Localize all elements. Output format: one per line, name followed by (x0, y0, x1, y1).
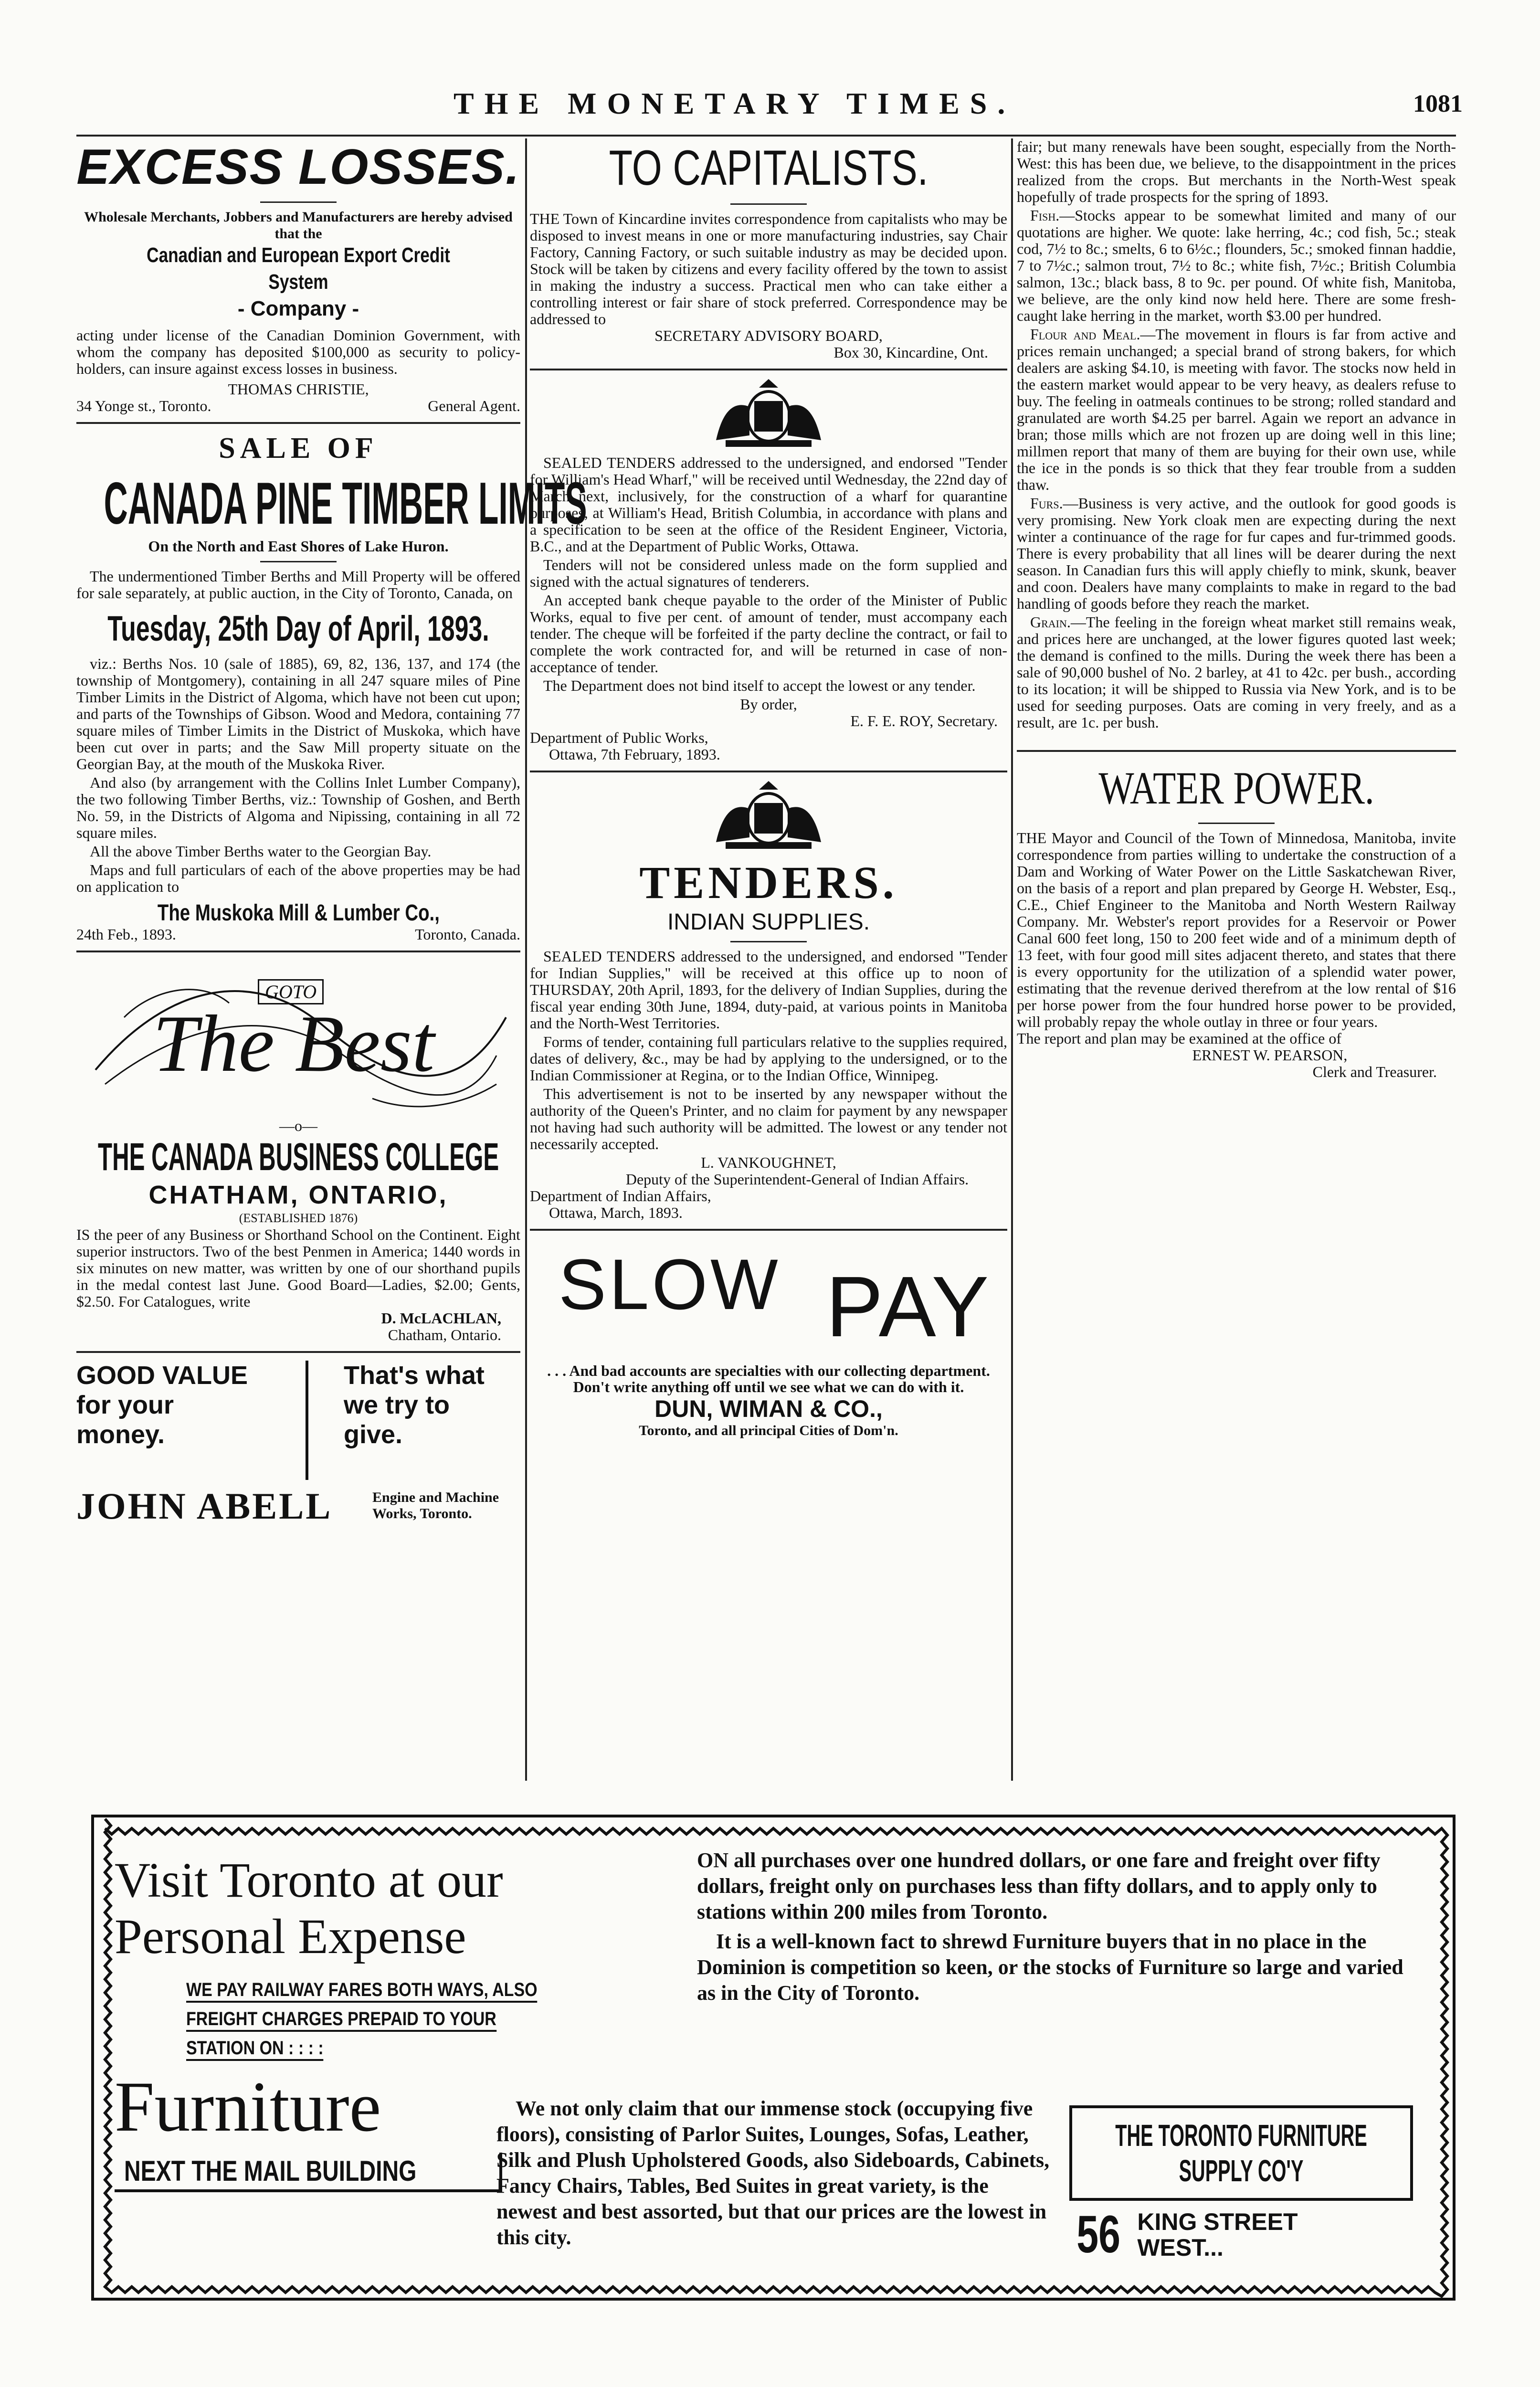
dun-ad (530, 1238, 1007, 1439)
divider (1017, 750, 1456, 752)
indian-body2: Forms of tender, containing full particulars relative to the supplies required, dates of delivery, &c., may be had by applying to the undersigned, or to the Indian Commissioner at Regina, or to the Indian Office, Winnipeg. (530, 1033, 1007, 1084)
newspaper-title: THE MONETARY TIMES. (454, 86, 1016, 120)
dun-slow: SLOW (559, 1244, 781, 1324)
excess-intro: Wholesale Merchants, Jobbers and Manufacturers are hereby advised that the (84, 209, 513, 242)
underline-1: WE PAY RAILWAY FARES BOTH WAYS, ALSO (186, 1979, 538, 2003)
excess-title: EXCESS LOSSES. (76, 139, 520, 195)
furniture-sign (1069, 2105, 1413, 2264)
short-rule (260, 201, 337, 203)
visit-line-2: Personal Expense (115, 1909, 466, 1964)
timber-sale-of: SALE OF (219, 432, 378, 465)
divider (530, 1229, 1007, 1231)
timber-p1: The undermentioned Timber Berths and Mill Property will be offered for sale separately, at public auction, in the City of Toronto, Canada, on (76, 568, 520, 602)
indian-subtitle: INDIAN SUPPLIES. (667, 909, 870, 935)
college-est: (ESTABLISHED 1876) (239, 1211, 358, 1225)
abell-ad (76, 1361, 520, 1532)
water-role: Clerk and Treasurer. (1312, 1063, 1437, 1080)
furniture-ad (86, 1809, 1461, 2306)
column-3 (1017, 138, 1456, 1785)
wharf-dept-date: Ottawa, 7th February, 1893. (549, 746, 720, 763)
sign-line-1: THE TORONTO FURNITURE (1115, 2118, 1367, 2153)
divider (76, 422, 520, 424)
excess-losses-ad (76, 138, 520, 414)
excess-name: THOMAS CHRISTIE, (228, 380, 369, 398)
timber-p2: viz.: Berths Nos. 10 (sale of 1885), 69, 82, 136, 137, and 174 (the township of Montgomery), containing in all 247 square miles of Pine Timber Limits in the District of Algoma, which have not been cut upon; and parts of the Townships of Gibson. Wood and Medora, containing 77 square miles of Timber Limits in the District of Muskoka, which have been cut over in parts; and the Saw Mill property situate on the Georgian Bay, at the mouth of the Muskoka River. (76, 655, 520, 772)
divider (76, 1351, 520, 1353)
divider (530, 771, 1007, 772)
timber-sign-row (76, 926, 520, 943)
masthead-rule (76, 135, 1456, 137)
indian-body1: SEALED TENDERS addressed to the undersigned, and endorsed "Tender for Indian Supplies," will be received at this office up to noon of THURSDAY, 20th April, 1893, for the delivery of Indian Supplies, during the fiscal year ending 30th June, 1894, duty-paid, at various points in Manitoba and the North-West Territories. (530, 948, 1007, 1032)
abell-right: That's what we try to give. (344, 1361, 485, 1449)
address-number: 56 (1076, 2205, 1121, 2264)
furniture-sign-box (1069, 2105, 1413, 2201)
capitalists-ad (530, 138, 1007, 361)
indian-dept: Department of Indian Affairs, (530, 1187, 711, 1204)
furniture-right (697, 1848, 1423, 2010)
wharf-body3: An accepted bank cheque payable to the order of the Minister of Public Works, equal to five per cent. of amount of tender, must accompany each tender. The cheque will be forfeited if the party decline the contract, or fail to complete the work contracted for, and will be returned in case of non-acceptance of tender. (530, 591, 1007, 676)
sign-line-2: SUPPLY CO'Y (1179, 2154, 1304, 2188)
furniture-address (1069, 2205, 1413, 2264)
capitalists-board: SECRETARY ADVISORY BOARD, (654, 327, 883, 344)
masthead (0, 81, 1540, 134)
college-name: D. McLACHLAN, (381, 1310, 501, 1327)
indian-body3: This advertisement is not to be inserted by any newspaper without the authority of the Queen's Printer, and no claim for payment by any newspaper not having had such authority will be admitted. The lowest or any tender not necessarily accepted. (530, 1085, 1007, 1152)
timber-p4: All the above Timber Berths water to the Georgian Bay. (90, 843, 432, 860)
furniture-p2: It is a well-known fact to shrewd Furniture buyers that in no place in the Dominion is competition so keen, or the stocks of Furniture so large and varied as in the City of Toronto. (697, 1930, 1403, 2005)
capitalists-body: THE Town of Kincardine invites correspondence from capitalists who may be disposed to invest means in one or more manufacturing industries, say Chair Factory, Canning Factory, or such suitable industry as may be decided upon. Stock will be taken by citizens and every facility offered by the town to assist in making the industry a success. Practical men who can take either a controlling interest or fair share of stock preferred. Correspondence may be addressed to (530, 210, 1007, 327)
water-body: THE Mayor and Council of the Town of Minnedosa, Manitoba, invite correspondence from parties willing to undertake the construction of a Dam and Working of Water Power on the Little Saskatchewan River, on the basis of a report and plan prepared by George H. Webster, Esq., C.E., Chief Engineer to the Manitoba and North Western Railway Company. Mr. Webster's report provides for a Reservoir or Power Canal 600 feet long, 150 to 200 feet wide and of a minimum depth of 13 feet, with four good mill sites adjacent thereto, and states that there is every opportunity for the utilization of a splendid water power, estimating that the revenue derived therefrom at the low rental of $16 per horse power from the four hundred horse power to be provided, will probably repay the whole outlay in three or four years. (1017, 829, 1456, 1030)
timber-ad (76, 432, 587, 943)
excess-company: Canadian and European Export Credit System (147, 243, 450, 294)
capitalists-box: Box 30, Kincardine, Ont. (833, 344, 988, 361)
college-logo-small: GOTO (258, 979, 324, 1004)
indian-signature-role: Deputy of the Superintendent-General of Indian Affairs. (625, 1171, 969, 1188)
timber-subtitle: On the North and East Shores of Lake Huron. (148, 538, 449, 555)
water-power-ad (1017, 760, 1456, 1080)
column-rule-1 (525, 138, 527, 1781)
column-rule-2 (1011, 138, 1013, 1781)
abell-left: GOOD VALUE for your money. (76, 1361, 248, 1449)
abell-tag: Engine and Machine Works, Toronto. (372, 1489, 499, 1521)
college-name-place: Chatham, Ontario. (388, 1326, 501, 1343)
page-number: 1081 (1413, 90, 1463, 117)
divider (76, 951, 520, 952)
flour-heading: Flour and Meal. (1030, 326, 1140, 343)
wharf-body4: The Department does not bind itself to accept the lowest or any tender. (543, 677, 976, 694)
college-sep: —o— (279, 1117, 317, 1134)
indian-signature: L. VANKOUGHNET, (701, 1154, 836, 1171)
timber-date-line: 24th Feb., 1893. (76, 926, 176, 943)
timber-p5: Maps and full particulars of each of the above properties may be had on application to (76, 861, 520, 895)
grain-text: —The feeling in the foreign wheat market still remains weak, and prices here are unchanged, at the lower figures quoted last week; the demand is confined to the mills. During the week there has been a sale of 90,000 bushel of No. 2 barley, at 41 to 42c. per bush., according to its location; it will be shipped to Russia via New York, and is to be used for seeding purposes. Oats are coming in very freely, and as a result, are 1c. per bush. (1017, 613, 1456, 731)
furniture-p3: We not only claim that our immense stock (occupying five floors), consisting of Parlor Suites, Lounges, Sofas, Leather, Silk and Plush Upholstered Goods, also Sideboards, Cabinets, Fancy Chairs, Tables, Bed Suites in great variety, is the newest and best assorted, but that our prices are the lowest in this city. (496, 2097, 1050, 2249)
furniture-p1: ON all purchases over one hundred dollars, or one fare and freight over fifty dollars, freight only on purchases less than fifty dollars, and to apply only to stations within 200 miles from Toronto. (697, 1848, 1381, 1923)
short-rule (1198, 823, 1275, 824)
water-body2: The report and plan may be examined at the office of (1017, 1030, 1342, 1047)
furniture-p3-block (496, 2096, 1050, 2250)
water-title: WATER POWER. (1098, 762, 1374, 813)
college-ad (76, 960, 520, 1343)
timber-p3: And also (by arrangement with the Collins Inlet Lumber Company), the two following Timber Berths, viz.: Township of Goshen, and Berth No. 59, in the Districts of Algoma and Nipissing, containing in all 72 square miles. (76, 774, 520, 841)
college-logo (76, 960, 520, 1118)
excess-body: acting under license of the Canadian Dominion Government, with whom the company has deposited $100,000 as security to policy-holders, can insure against excess losses in business. (76, 327, 520, 377)
college-title: THE CANADA BUSINESS COLLEGE (97, 1135, 499, 1179)
college-logo-big: The Best (153, 999, 435, 1088)
furniture-word: Furniture (115, 2067, 381, 2146)
timber-place: Toronto, Canada. (415, 926, 520, 943)
market-report (1017, 138, 1456, 731)
abell-divider (306, 1361, 308, 1480)
dun-place: Toronto, and all principal Cities of Dom'n. (639, 1423, 898, 1438)
excess-company2: - Company - (237, 297, 359, 320)
wharf-body2: Tenders will not be considered unless made on the form supplied and signed with the actual signatures of tenderers. (530, 556, 1007, 590)
underline-2: FREIGHT CHARGES PREPAID TO YOUR (186, 2008, 496, 2032)
address-west: WEST... (1137, 2234, 1224, 2261)
visit-line-1: Visit Toronto at our (115, 1853, 503, 1908)
flour-text: —The movement in flours is far from active and prices remain unchanged; a special brand of strong bakers, for which dealers are asking $4.10, is meeting with favor. The stocks now held in the eastern market would appear to be very heavy, as dealers refuse to buy. The feeling in oatmeals continues to be strong; rolled standard and granulated are worth $4.25 per barrel. Again we report an advance in bran; those mills which are not frozen up are doing well in this line; millmen report that many of them are buying for their own use, while the ice in the ponds is so thick that they fear trouble from a sudden thaw. (1017, 326, 1456, 493)
divider (530, 369, 1007, 370)
college-place: CHATHAM, ONTARIO, (148, 1181, 448, 1209)
fish-text: —Stocks appear to be somewhat limited and many of our quotations are higher. We quote: lake herring, 4c.; cod fish, 5c.; steak cod, 7½ to 8c.; smelts, 6 to 6½c.; flounders, 5c.; smoked finnan haddie, 7 to 7½c.; salmon trout, 7½ to 8c.; white fish, 7½c.; British Columbia salmon, 13c.; black bass, 8 to 9c. per pound. Of white fish, Manitoba, we believe, are the only kind now held here. There are some fresh-caught lake herring in the market, worth $3.00 per hundred. (1017, 207, 1456, 324)
furs-heading: Furs. (1030, 495, 1063, 512)
royal-crest-icon (697, 780, 840, 852)
short-rule (260, 561, 337, 562)
tenders-indian-ad (530, 780, 1007, 1221)
indian-title: TENDERS. (639, 857, 898, 908)
dun-body: . . . And bad accounts are specialties with our collecting department. Don't write anything off until we see what we can do with it. (547, 1362, 990, 1395)
timber-title: CANADA PINE TIMBER LIMITS (104, 471, 587, 537)
grain-heading: Grain. (1030, 613, 1071, 631)
dun-name: DUN, WIMAN & CO., (654, 1395, 883, 1422)
abell-name: JOHN ABELL (76, 1485, 333, 1527)
fish-heading: Fish. (1030, 207, 1060, 224)
indian-dept-date: Ottawa, March, 1893. (549, 1204, 683, 1221)
wharf-signature: E. F. E. ROY, Secretary. (850, 712, 998, 729)
water-signature: ERNEST W. PEARSON, (1192, 1046, 1348, 1064)
dun-pay: PAY (826, 1259, 991, 1355)
market-p0: fair; but many renewals have been sought, especially from the North-West: this has been due, we believe, to the disappointment in the prices realized from the crops. But merchants in the North-West speak hopefully of trade prospects for the spring of 1893. (1017, 138, 1456, 205)
excess-role: General Agent. (428, 397, 520, 414)
timber-company: The Muskoka Mill & Lumber Co., (157, 900, 440, 926)
short-rule (730, 941, 807, 942)
college-body: IS the peer of any Business or Shorthand School on the Continent. Eight superior instructors. Two of the best Penmen in America; 1440 words in six minutes on new matter, was written by one of our shorthand pupils in the medal contest last June. Good Board—Ladies, $2.00; Gents, $2.50. For Catalogues, write (76, 1226, 520, 1310)
tenders-wharf-ad (530, 378, 1007, 763)
next-mail-building: NEXT THE MAIL BUILDING (124, 2155, 417, 2187)
wharf-dept: Department of Public Works, (530, 729, 708, 746)
underline-3: STATION ON : : : : (186, 2038, 324, 2061)
short-rule (730, 203, 807, 205)
royal-crest-icon (697, 378, 840, 450)
wharf-order: By order, (740, 696, 797, 713)
wharf-body1: SEALED TENDERS addressed to the undersigned, and endorsed "Tender for William's Head Wharf," will be received until Wednesday, the 22nd day of March next, inclusively, for the construction of a wharf for quarantine purposes, at William's Head, British Columbia, in accordance with plans and a specification to be seen at the office of the Resident Engineer, Victoria, B.C., and at the Department of Public Works, Ottawa. (530, 454, 1007, 555)
timber-date: Tuesday, 25th Day of April, 1893. (107, 609, 489, 648)
column-1 (76, 138, 587, 1785)
excess-address: 34 Yonge st., Toronto. (76, 397, 211, 414)
furs-text: —Business is very active, and the outlook for good goods is very promising. New York cloak men are expecting during the next winter a continuance of the rage for fur capes and fur-trimmed goods. There is every probability that all lines will be dearer during the next season. In Canadian furs this will apply chiefly to mink, skunk, beaver and coon. Dealers have many complaints to make in regard to the bad handling of goods before they reach the market. (1017, 495, 1456, 612)
excess-address-row (76, 398, 520, 414)
column-2 (530, 138, 1007, 1785)
capitalists-title: TO CAPITALISTS. (609, 140, 928, 196)
address-street: KING STREET (1137, 2208, 1298, 2235)
